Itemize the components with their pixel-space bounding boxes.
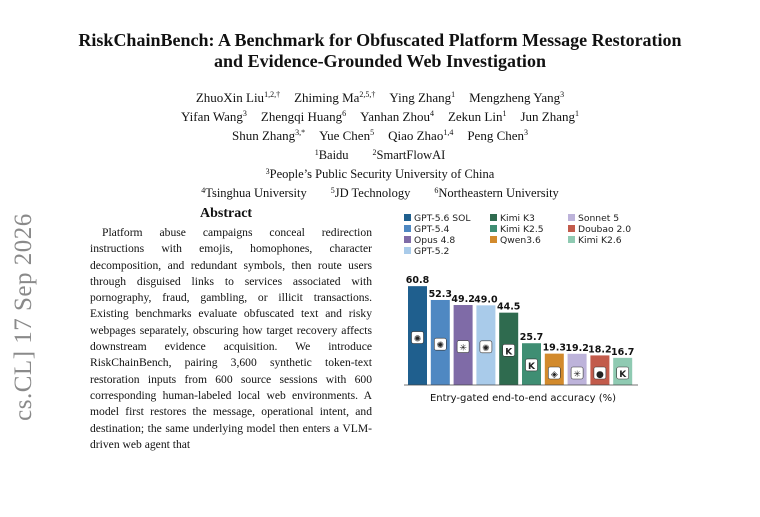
anthropic-icon-glyph: ✳ bbox=[459, 343, 467, 354]
abstract-body: Platform abuse campaigns conceal redirection instructions with emojis, homophones, character decomposition, and redundant symbols, then route users through disguised links to services associated with pornography, fraud, gambling, or illicit transactions. Existing benchmarks evaluate obfuscated text and risky webpages separately, obscuring how target recovery affects downstream evidence acquisition. We introduce RiskChainBench, pairing 3,600 synthetic token-text restoration inputs from 600 source sessions with 600 corresponding human-labeled local web environments. A model first restores the message, operational intent, and destination; the same underlying model then enters a VLM-driven web agent that bbox=[90, 226, 372, 451]
authors-row-2 bbox=[60, 107, 700, 126]
openai-icon-glyph: ✺ bbox=[413, 334, 422, 345]
author-affiliation-marker: 2,5,† bbox=[359, 90, 376, 99]
author-affiliation-marker: 4 bbox=[429, 109, 434, 118]
legend-label: Opus 4.8 bbox=[414, 235, 456, 246]
legend-swatch bbox=[568, 214, 575, 221]
affiliation-name: People’s Public Security University of China bbox=[269, 167, 495, 181]
affiliation-name: JD Technology bbox=[334, 186, 411, 200]
legend-label: GPT-5.2 bbox=[414, 246, 450, 257]
author-name: Mengzheng Yang$^3$ bbox=[469, 90, 565, 105]
bar-value-label: 49.2 bbox=[451, 294, 475, 306]
x-axis-label: Entry-gated end-to-end accuracy (%) bbox=[429, 393, 617, 404]
affiliation-item bbox=[315, 148, 349, 162]
affiliation-number: 3 bbox=[265, 167, 270, 176]
affiliation-number: 1 bbox=[314, 148, 319, 157]
affiliation-name: Northeastern University bbox=[438, 186, 559, 200]
legend-swatch bbox=[404, 214, 411, 221]
authors-row-1 bbox=[60, 88, 700, 107]
legend-swatch bbox=[568, 225, 575, 232]
affiliation-item bbox=[201, 186, 307, 200]
affiliation-name: SmartFlowAI bbox=[376, 148, 446, 162]
legend-swatch bbox=[404, 225, 411, 232]
accuracy-bar-chart bbox=[398, 208, 660, 410]
author-name: Zekun Lin$^1$ bbox=[447, 109, 507, 124]
affiliation-item bbox=[373, 148, 446, 162]
title-line-2: and Evidence-Grounded Web Investigation bbox=[214, 51, 546, 71]
affil-row-1 bbox=[60, 146, 700, 165]
bar-value-label: 19.3 bbox=[542, 342, 567, 354]
legend-swatch bbox=[490, 236, 497, 243]
qwen-icon-glyph: ◈ bbox=[550, 370, 558, 380]
legend-label: Kimi K3 bbox=[500, 213, 535, 224]
title-line-1: RiskChainBench: A Benchmark for Obfuscated Platform Message Restoration bbox=[78, 30, 682, 50]
author-name: Peng Chen$^3$ bbox=[467, 128, 529, 143]
affiliations bbox=[60, 146, 700, 203]
author-affiliation-marker: 6 bbox=[342, 109, 347, 118]
chart-svg bbox=[398, 208, 660, 410]
legend-label: Kimi K2.5 bbox=[500, 224, 544, 235]
bar-value-label: 16.7 bbox=[610, 346, 635, 358]
affiliation-name: Baidu bbox=[318, 148, 349, 162]
legend-swatch bbox=[490, 225, 497, 232]
author-name: Qiao Zhao$^{1,4}$ bbox=[388, 128, 454, 143]
author-name: Ying Zhang$^1$ bbox=[389, 90, 456, 105]
affil-row-3 bbox=[60, 184, 700, 203]
legend-label: GPT-5.4 bbox=[414, 224, 450, 235]
legend-swatch bbox=[568, 236, 575, 243]
kimi-icon-glyph: K bbox=[505, 347, 513, 358]
author-affiliation-marker: 1 bbox=[575, 109, 579, 118]
legend-swatch bbox=[404, 236, 411, 243]
bar-value-label: 44.5 bbox=[496, 301, 521, 313]
affiliation-number: 6 bbox=[434, 186, 439, 195]
author-name: ZhuoXin Liu$^{1,2,\dagger}$ bbox=[195, 90, 281, 105]
author-affiliation-marker: 1,2,† bbox=[264, 90, 281, 99]
anthropic-icon-glyph: ✳ bbox=[573, 370, 581, 380]
author-name: Yifan Wang$^3$ bbox=[180, 109, 247, 124]
affiliation-name: Tsinghua University bbox=[205, 186, 307, 200]
author-affiliation-marker: 3 bbox=[242, 109, 247, 118]
bar-value-label: 52.3 bbox=[428, 288, 453, 300]
affiliation-item bbox=[331, 186, 411, 200]
author-list bbox=[60, 88, 700, 145]
author-name: Yanhan Zhou$^4$ bbox=[360, 109, 434, 124]
bar-value-label: 25.7 bbox=[519, 332, 544, 344]
kimi-icon-glyph: K bbox=[528, 361, 535, 372]
paper-title bbox=[60, 30, 700, 72]
affil-row-2 bbox=[60, 165, 700, 184]
affiliation-item bbox=[266, 167, 495, 181]
affiliation-number: 2 bbox=[372, 148, 377, 157]
author-affiliation-marker: 3 bbox=[524, 128, 529, 137]
legend-label: Sonnet 5 bbox=[578, 213, 620, 224]
legend-swatch bbox=[490, 214, 497, 221]
affiliation-number: 5 bbox=[330, 186, 335, 195]
legend-label: Kimi K2.6 bbox=[578, 235, 622, 246]
author-affiliation-marker: 1 bbox=[451, 90, 456, 99]
bar-value-label: 18.2 bbox=[588, 344, 612, 356]
author-name: Zhengqi Huang$^6$ bbox=[260, 109, 347, 124]
author-name: Yue Chen$^5$ bbox=[319, 128, 375, 143]
author-affiliation-marker: 1 bbox=[502, 109, 507, 118]
openai-icon-glyph: ✺ bbox=[436, 341, 445, 352]
author-name: Shun Zhang$^{3,*}$ bbox=[231, 128, 306, 143]
legend-label: Qwen3.6 bbox=[500, 235, 541, 246]
bar-value-label: 60.8 bbox=[405, 275, 430, 287]
legend-label: Doubao 2.0 bbox=[578, 224, 632, 235]
legend-label: GPT-5.6 SOL bbox=[414, 213, 471, 224]
arxiv-sidebar-stamp: cs.CL] 17 Sep 2026 bbox=[10, 213, 37, 421]
abstract-heading: Abstract bbox=[200, 206, 253, 221]
author-name: Zhiming $Ma^{2,5,\dagger}$ bbox=[294, 90, 376, 105]
author-affiliation-marker: 3 bbox=[560, 90, 565, 99]
kimi-icon-glyph: K bbox=[619, 370, 627, 380]
authors-row-3 bbox=[60, 126, 700, 145]
openai-icon-glyph: ✺ bbox=[482, 343, 490, 354]
author-name: Jun Zhang$^1$ bbox=[520, 109, 579, 124]
affiliation-item bbox=[434, 186, 558, 200]
author-affiliation-marker: 1,4 bbox=[443, 128, 454, 137]
affiliation-number: 4 bbox=[201, 186, 206, 195]
bar-value-label: 49.0 bbox=[474, 294, 498, 306]
author-affiliation-marker: 5 bbox=[370, 128, 375, 137]
legend-swatch bbox=[404, 247, 411, 254]
author-affiliation-marker: 3,* bbox=[295, 128, 306, 137]
doubao-icon-glyph: ● bbox=[595, 370, 604, 380]
bar-value-label: 19.2 bbox=[565, 342, 589, 354]
